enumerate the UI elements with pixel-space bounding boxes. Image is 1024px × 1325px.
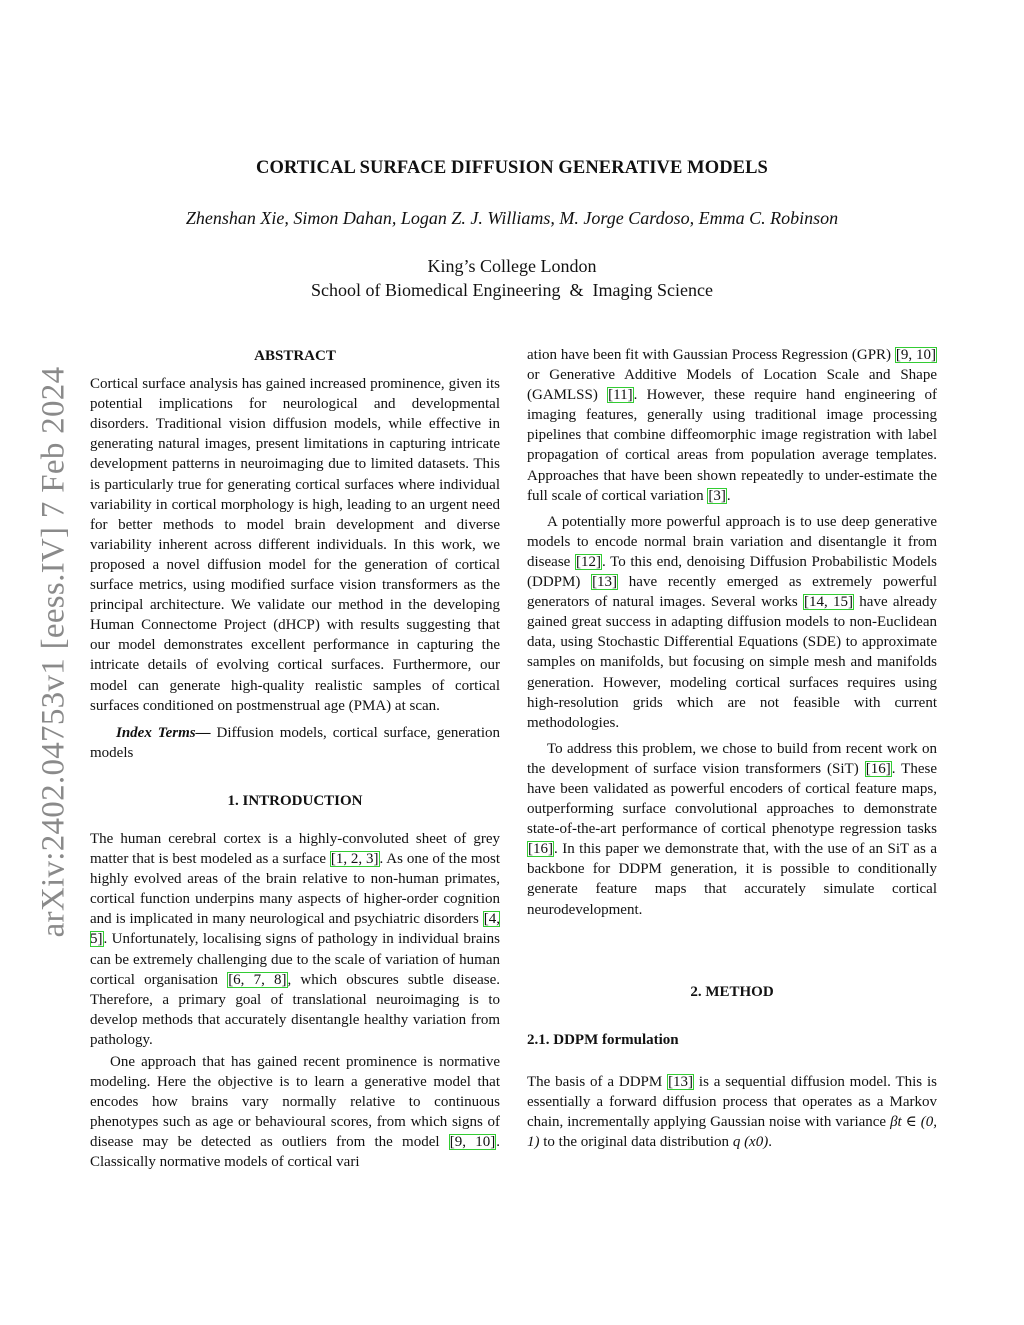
arxiv-margin-stamp: arXiv:2402.04753v1 [eess.IV] 7 Feb 2024 <box>35 366 72 938</box>
text-span: is a sequential diffusion model. This is essentially a forward diffusion process that operates as a Markov chain, incrementally applying Gaussian noise with variance <box>527 1073 937 1130</box>
method-paragraph-1 <box>527 1072 937 1152</box>
text-span: . To this end, denoising Diffusion Probabilistic Models (DDPM) <box>527 553 937 591</box>
intro-paragraph-2 <box>90 1052 500 1173</box>
text-span: ation have been fit with Gaussian Process Regression (GPR) <box>527 347 895 363</box>
section-heading-introduction: 1. INTRODUCTION <box>227 792 363 809</box>
intro-paragraph-1 <box>90 829 500 1050</box>
text-span: . Unfortunately, localising signs of pathology in individual brains can be extremely challenging due to the scale of variation of human cortical organisation <box>90 931 500 988</box>
right-column <box>527 345 937 1152</box>
citation-link[interactable]: [4, 5] <box>90 911 500 948</box>
text-span: have already gained great success in adapting diffusion models to non-Euclidean data, using Stochastic Differential Equations (SDE) to approximate samples on manifolds, but focusing on simple mesh and manifolds generation. However, modeling cortical surfaces requires using high-resolution grids which are not feasible with current methodologies. <box>527 594 937 731</box>
affiliation <box>0 254 1024 302</box>
text-span: to the original data distribution <box>539 1134 733 1151</box>
math-beta-t: βt ∈ (0, 1) <box>527 1114 937 1151</box>
citation-link[interactable]: [13] <box>668 1073 694 1090</box>
citation-link[interactable]: [9, 10] <box>895 347 936 363</box>
intro-paragraph-3 <box>527 512 937 733</box>
text-span: A potentially more powerful approach is to use deep generative models to encode normal brain variation and disentangle it from disease <box>527 513 937 570</box>
citation-link[interactable]: [11] <box>608 387 633 404</box>
affiliation-line-1: King’s College London <box>427 256 597 276</box>
citation-link[interactable]: [9, 10] <box>449 1134 496 1151</box>
text-span: . As one of the most highly evolved areas of the brain relative to non-human primates, cortical function underpins many aspects of higher-order cognition and is implicated in many neurological and psychiatric disorders <box>90 851 500 928</box>
citation-link[interactable]: [12] <box>575 553 601 570</box>
text-span: . These have been validated as powerful encoders of cortical feature maps, outperforming surface convolutional approaches to demonstrate state-of-the-art performance of cortical phenotype regression tasks <box>527 760 937 838</box>
text-span: . However, these require hand engineering of imaging features, generally using traditional image processing pipelines that combine diffeomorphic image registration with label propagation of cortical areas from population average templates. Approaches that have been shown repeatedly to under-estimate the full scale of cortical variation <box>527 387 937 504</box>
text-span: . In this paper we demonstrate that, with the use of an SiT as a backbone for DDPM generation, it is possible to conditionally generate feature maps that accurately simulate cortical neurodevelopment. <box>527 841 937 918</box>
left-column <box>90 346 500 1173</box>
text-span: . Classically normative models of cortical vari <box>90 1134 500 1171</box>
abstract-heading: ABSTRACT <box>254 348 336 364</box>
paper-title: CORTICAL SURFACE DIFFUSION GENERATIVE MODELS <box>256 158 768 178</box>
index-terms-text: Diffusion models, cortical surface, generation models <box>90 724 501 761</box>
index-terms <box>90 723 500 763</box>
intro-paragraph-2-continued <box>527 345 937 506</box>
text-span: . <box>768 1134 772 1151</box>
math-q-x0: q (x0) <box>732 1134 769 1151</box>
abstract-text: Cortical surface analysis has gained increased prominence, given its potential implications for neurological and developmental disorders. Traditional vision diffusion models, while effective in generating natural images, present limitations in capturing intricate development patterns in neuroimaging due to limited datasets. This is particularly true for generating cortical surfaces where individual variability in cortical morphology is high, leading to an urgent need for better methods to model brain development and diverse variability inherent across different individuals. In this work, we proposed a novel diffusion model for the generation of cortical surface metrics, using modified surface vision transformers as the principal architecture. We validate our method in the developing Human Connectome Project (dHCP) with results suggesting that our model demonstrates excellent performance in capturing the intricate details of evolving cortical surfaces. Furthermore, our model can generate high-quality realistic samples of cortical surfaces conditioned on postmenstrual age (PMA) at scan. <box>90 376 500 714</box>
text-span: One approach that has gained recent prominence is normative modeling. Here the objective is to learn a generative model that encodes how brains vary normally relative to continuous phenotypes such as age or behavioural scores, from which signs of disease may be detected as outliers from the model <box>90 1054 500 1151</box>
text-span: The basis of a DDPM <box>527 1073 668 1090</box>
index-terms-label: Index Terms— <box>116 724 211 741</box>
section-heading-method: 2. METHOD <box>690 983 774 1000</box>
citation-link[interactable]: [14, 15] <box>804 594 854 611</box>
citation-link[interactable]: [16] <box>528 841 553 858</box>
citation-link[interactable]: [6, 7, 8] <box>228 971 287 988</box>
text-span: The human cerebral cortex is a highly-convoluted sheet of grey matter that is best modeled as a surface <box>90 830 500 868</box>
affiliation-line-2: School of Biomedical Engineering & Imaging Science <box>311 280 713 300</box>
intro-paragraph-4 <box>527 739 937 920</box>
text-span: have recently emerged as extremely powerful generators of natural images. Several works <box>527 574 937 611</box>
subsection-heading-ddpm: 2.1. DDPM formulation <box>527 1031 679 1048</box>
citation-link[interactable]: [3] <box>708 487 726 504</box>
text-span: To address this problem, we chose to build from recent work on the development of surface vision transformers (SiT) <box>527 740 937 777</box>
author-list: Zhenshan Xie, Simon Dahan, Logan Z. J. Williams, M. Jorge Cardoso, Emma C. Robinson <box>185 208 839 228</box>
citation-link[interactable]: [13] <box>592 574 618 591</box>
text-span: or Generative Additive Models of Location Scale and Shape (GAMLSS) <box>527 367 937 404</box>
text-span: . <box>726 487 731 504</box>
citation-link[interactable]: [1, 2, 3] <box>330 851 379 868</box>
text-span: , which obscures subtle disease. Therefore, a primary goal of translational neuroimaging is to develop methods that accurately disentangle healthy variation from pathology. <box>90 971 500 1048</box>
citation-link[interactable]: [16] <box>865 760 891 777</box>
